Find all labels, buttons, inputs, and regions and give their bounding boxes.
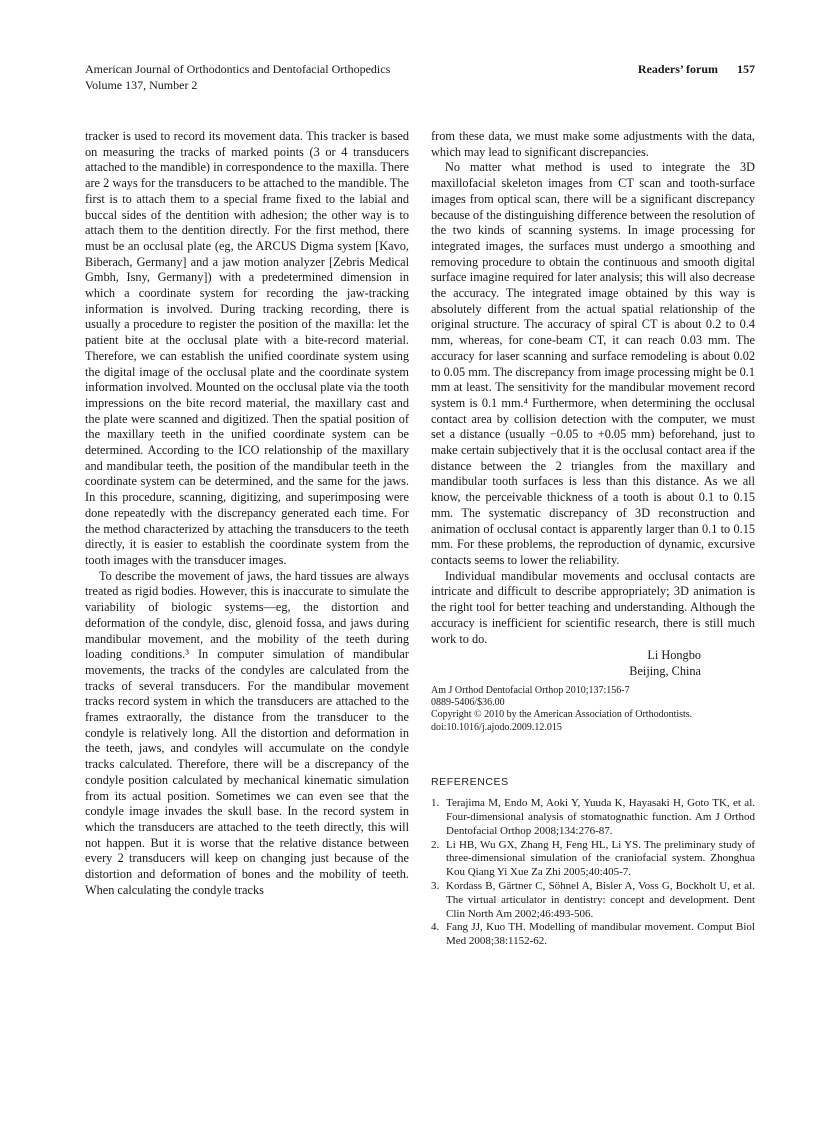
journal-title: American Journal of Orthodontics and Dentofacial Orthopedics	[85, 62, 391, 76]
citation-line: 0889-5406/$36.00	[431, 697, 505, 709]
page-number: 157	[737, 62, 755, 76]
references-heading: REFERENCES	[431, 776, 509, 789]
reference-text: Li HB, Wu GX, Zhang H, Feng HL, Li YS. The preliminary study of three-dimensional simulation of the craniofacial system. Zhonghua Kou Qiang Yi Xue Za Zhi 2005;40:405-7.	[446, 838, 755, 879]
signature-name: Li Hongbo	[647, 648, 701, 663]
citation-line: doi:10.1016/j.ajodo.2009.12.015	[431, 721, 562, 733]
running-head	[638, 62, 755, 78]
reference-number: 4.	[431, 921, 440, 934]
body-paragraph: Individual mandibular movements and occlusal contacts are intricate and difficult to describe appropriately; 3D animation is the right tool for better teaching and understanding. Although the accuracy is inefficient for scientific research, there is still much work to do.	[431, 568, 755, 646]
reference-item	[431, 880, 755, 921]
body-paragraph: No matter what method is used to integrate the 3D maxillofacial skeleton images from CT scan and tooth-surface images from optical scan, there will be a significant discrepancy because of the distinguishing difference between the resolution of the two kinds of scanning systems. In image processing for integrated images, the surfaces must undergo a smoothing and removing procedure to obtain the continuous and smooth digital surface imagine required for later analysis; this will also decrease the accuracy. The integrated image obtained by this way is absolutely different from the actual spatial relationship of the original structure. The accuracy of spiral CT is about 0.2 to 0.4 mm, whereas, for cone-beam CT, it can reach 0.03 mm. The accuracy for laser scanning and surface remodeling is about 0.02 to 0.05 mm. The discrepancy from image processing might be 0.1 mm at least. The sensitivity for the mandibular movement record system is 0.1 mm.⁴ Furthermore, when determining the occlusal contact area by collision detection with the computer, we must set a distance (usually −0.05 to +0.05 mm) beforehand, just to make certain subjectively that it is the occlusal contact area if the distance between the 2 triangles from the maxillary and mandibular tooth surfaces is less than this distance. As we all know, the perceivable thickness of a tooth is about 0.1 to 0.15 mm. The systematic discrepancy of 3D reconstruction and animation of occlusal contact is apparently larger than 0.1 to 0.15 mm. For these problems, the reproduction of dynamic, excursive contacts seems to lower the reliability.	[431, 160, 755, 567]
section-title: Readers’ forum	[637, 62, 718, 76]
references-section	[431, 776, 755, 949]
reference-number: 3.	[431, 880, 440, 893]
signature-block	[431, 648, 755, 679]
reference-number: 1.	[431, 797, 440, 810]
citation-line: Copyright © 2010 by the American Association of Orthodontists.	[431, 709, 693, 721]
right-column	[431, 129, 755, 949]
page-header	[85, 62, 755, 93]
body-paragraph: from these data, we must make some adjustments with the data, which may lead to significant discrepancies.	[431, 129, 755, 159]
reference-text: Fang JJ, Kuo TH. Modelling of mandibular movement. Comput Biol Med 2008;38:1152-62.	[446, 921, 755, 948]
signature-location: Beijing, China	[629, 663, 701, 678]
left-column	[85, 129, 409, 949]
body-paragraph: To describe the movement of jaws, the hard tissues are always treated as rigid bodies. However, this is inaccurate to simulate the variability of biologic systems—eg, the distortion and deformation of the condyle, disc, glenoid fossa, and jaws during mandibular movement, and the mobility of the teeth during loading conditions.³ In computer simulation of mandibular movements, the tracks of the condyles are calculated from the tracks of several transducers. For the mandibular movement tracks record system in which the transducers are attached to the frames extraorally, the distance from the transducer to the condyle is relatively long. All the distortion and deformation in the teeth, jaws, and condyles will accumulate on the condyle tracks calculated. Therefore, there will be a discrepancy of the condyle position calculated by mechanical kinematic simulation from its actual position. Sometimes we can even see that the condyle image invades the skull base. In the record system in which the transducers are attached to the teeth directly, this will not happen. But it is worse that the relative distance between every 2 transducers will keep on changing just because of the distortion and deformation of bones and the mobility of teeth. When calculating the condyle tracks	[85, 568, 409, 897]
reference-item	[431, 921, 755, 949]
reference-item	[431, 797, 755, 838]
references-list	[431, 797, 755, 949]
reference-item	[431, 839, 755, 880]
article-body	[85, 129, 755, 949]
journal-volume-line: Volume 137, Number 2	[85, 77, 198, 92]
reference-text: Terajima M, Endo M, Aoki Y, Yuuda K, Hayasaki H, Goto TK, et al. Four-dimensional analysis of stomatognathic function. Am J Orthod Dentofacial Orthop 2008;134:276-87.	[446, 797, 755, 837]
reference-number: 2.	[431, 838, 440, 851]
reference-text: Kordass B, Gärtner C, Söhnel A, Bisler A, Voss G, Bockholt U, et al. The virtual articulator in dentistry: concept and development. Dent Clin North Am 2002;46:493-506.	[446, 880, 755, 920]
journal-info	[85, 62, 390, 93]
body-paragraph: tracker is used to record its movement data. This tracker is based on measuring the tracks of marked points (3 or 4 transducers attached to the mandible) in correspondence to the maxilla. There are 2 ways for the transducers to be attached to the mandible. The first is to attach them to a special frame fixed to the labial and buccal sides of the dentition with adhesion; the other way is to attach them to the dentition directly. For the first method, there must be an occlusal plate (eg, the ARCUS Digma system [Kavo, Biberach, Germany] and a jaw motion analyzer [Zebris Medical Gmbh, Isny, Germany]) with a predetermined dimension in which a coordinate system for recording the jaw-tracking information is involved. During tracking recording, there is usually a procedure to register the position of the maxilla: let the patient bite at the occlusal plate with a bite-record material. Therefore, we can establish the unified coordinate system using the digital image of the occlusal plate and the coordinate system information involved. Mounted on the occlusal plate via the tooth impressions on the bite record material, the maxillary cast and the plate were scanned and digitized. Then the spatial position of the maxillary teeth in the unified coordinate system can be determined. According to the ICO relationship of the maxillary and mandibular teeth, the position of the mandibular teeth in the coordinate system can be determined, and the same for the jaws. In this procedure, scanning, digitizing, and superimposing were done repeatedly with the discrepancy generated each time. For the method characterized by attaching the transducers to the teeth directly, it is easier to establish the coordinate system from the tooth images with the transducer images.	[85, 129, 409, 567]
citation-line: Am J Orthod Dentofacial Orthop 2010;137:156-7	[431, 684, 630, 696]
citation-block	[431, 685, 755, 735]
